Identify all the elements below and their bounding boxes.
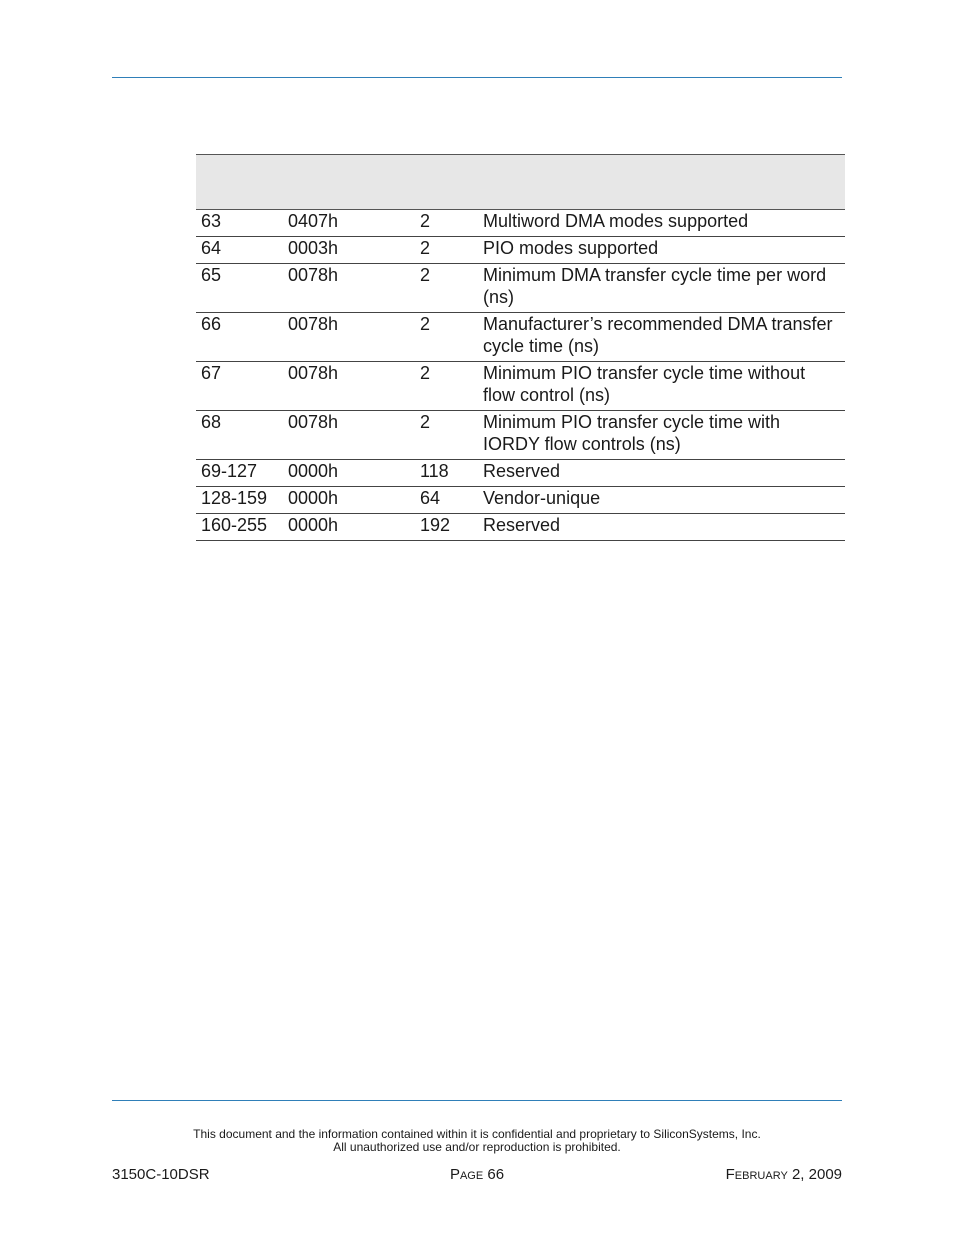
word-cell: 68 [196,411,283,460]
word-cell: 64 [196,237,283,264]
table-row [196,487,845,514]
footer-rule [112,1100,842,1101]
word-cell: 63 [196,210,283,237]
word-cell: 160-255 [196,514,283,541]
bytes-cell: 64 [415,487,479,514]
word-cell: 69-127 [196,460,283,487]
table-row [196,514,845,541]
word-cell: 65 [196,264,283,313]
table-row [196,411,845,460]
description-cell: PIO modes supported [479,237,845,264]
bytes-cell: 192 [415,514,479,541]
table-header-cell [415,155,479,210]
bytes-cell: 2 [415,210,479,237]
description-cell: Reserved [479,514,845,541]
header-rule [112,77,842,78]
table-header-row [196,155,845,210]
description-cell: Vendor-unique [479,487,845,514]
description-cell: Reserved [479,460,845,487]
month-initial: F [725,1166,735,1183]
identify-data-table [196,154,845,541]
table-row [196,237,845,264]
table-body [196,210,845,541]
default-value-cell: 0078h [283,313,415,362]
description-cell: Minimum PIO transfer cycle time with IORDY flow controls (ns) [479,411,845,460]
word-cell: 66 [196,313,283,362]
description-cell: Manufacturer’s recommended DMA transfer cycle time (ns) [479,313,845,362]
word-cell: 128-159 [196,487,283,514]
default-value-cell: 0000h [283,460,415,487]
table-header-cell [479,155,845,210]
document-number: 3150C-10DSR [112,1166,210,1183]
bytes-cell: 118 [415,460,479,487]
description-cell: Multiword DMA modes supported [479,210,845,237]
default-value-cell: 0078h [283,264,415,313]
default-value-cell: 0000h [283,514,415,541]
document-date [726,1166,842,1185]
description-cell: Minimum DMA transfer cycle time per word (ns) [479,264,845,313]
month-rest: EBRUARY [734,1170,788,1182]
table-header-cell [196,155,283,210]
confidentiality-notice [0,1128,954,1154]
date-day-year: 2, 2009 [791,1166,842,1183]
default-value-cell: 0000h [283,487,415,514]
bytes-cell: 2 [415,237,479,264]
page-number-value: 66 [487,1166,505,1183]
bytes-cell: 2 [415,264,479,313]
confidentiality-line-2: All unauthorized use and/or reproduction is prohibited. [333,1140,621,1154]
description-cell: Minimum PIO transfer cycle time without flow control (ns) [479,362,845,411]
table-row [196,313,845,362]
default-value-cell: 0407h [283,210,415,237]
page-label-initial: P [449,1166,460,1183]
confidentiality-line-1: This document and the information contained within it is confidential and proprietary to SiliconSystems, Inc. [193,1127,761,1141]
table-row [196,460,845,487]
default-value-cell: 0078h [283,411,415,460]
default-value-cell: 0003h [283,237,415,264]
table-row [196,362,845,411]
bytes-cell: 2 [415,411,479,460]
table-header-cell [283,155,415,210]
word-cell: 67 [196,362,283,411]
identify-table [196,154,845,541]
table-row [196,264,845,313]
default-value-cell: 0078h [283,362,415,411]
bytes-cell: 2 [415,362,479,411]
page-label-rest: AGE [459,1170,484,1182]
table-row [196,210,845,237]
bytes-cell: 2 [415,313,479,362]
